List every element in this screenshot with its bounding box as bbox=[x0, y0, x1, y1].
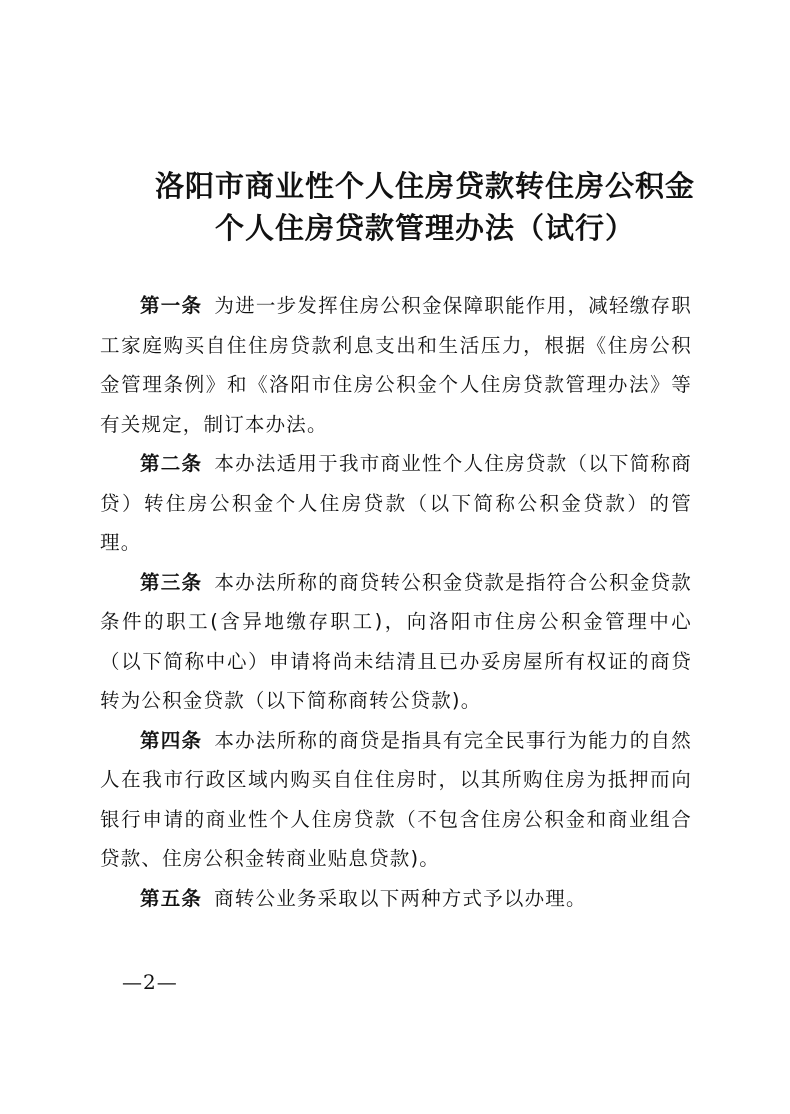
article-5-heading: 第五条 bbox=[140, 886, 203, 910]
article-2 bbox=[100, 444, 692, 563]
article-4 bbox=[100, 721, 692, 879]
article-3 bbox=[100, 563, 692, 721]
article-3-text: 本办法所称的商贷转公积金贷款是指符合公积金贷款条件的职工(含异地缴存职工)，向洛阳市住房公积金管理中心（以下简称中心）申请将尚未结清且已办妥房屋所有权证的商贷转为公积金贷款（以下简称商转公贷款)。 bbox=[100, 570, 692, 712]
page-number: —2— bbox=[122, 970, 178, 994]
article-4-heading: 第四条 bbox=[140, 728, 203, 752]
article-2-text: 本办法适用于我市商业性个人住房贷款（以下简称商贷）转住房公积金个人住房贷款（以下简称公积金贷款）的管理。 bbox=[100, 452, 692, 554]
article-4-text: 本办法所称的商贷是指具有完全民事行为能力的自然人在我市行政区域内购买自住住房时，以其所购住房为抵押而向银行申请的商业性个人住房贷款（不包含住房公积金和商业组合贷款、住房公积金转商业贴息贷款)。 bbox=[100, 728, 692, 870]
article-5-text: 商转公业务采取以下两种方式予以办理。 bbox=[214, 886, 587, 910]
article-1 bbox=[100, 286, 692, 444]
document-title-line1: 洛阳市商业性个人住房贷款转住房公积金 bbox=[154, 169, 695, 203]
article-5 bbox=[100, 879, 692, 919]
article-2-heading: 第二条 bbox=[140, 452, 203, 475]
article-3-heading: 第三条 bbox=[140, 570, 203, 594]
article-1-heading: 第一条 bbox=[140, 294, 203, 317]
document-body bbox=[100, 286, 692, 918]
article-1-text: 为进一步发挥住房公积金保障职能作用，减轻缴存职工家庭购买自住住房贷款利息支出和生活压力，根据《住房公积金管理条例》和《洛阳市住房公积金个人住房贷款管理办法》等有关规定，制订本办法。 bbox=[100, 294, 692, 436]
document-title-line2: 个人住房贷款管理办法（试行） bbox=[214, 211, 635, 245]
